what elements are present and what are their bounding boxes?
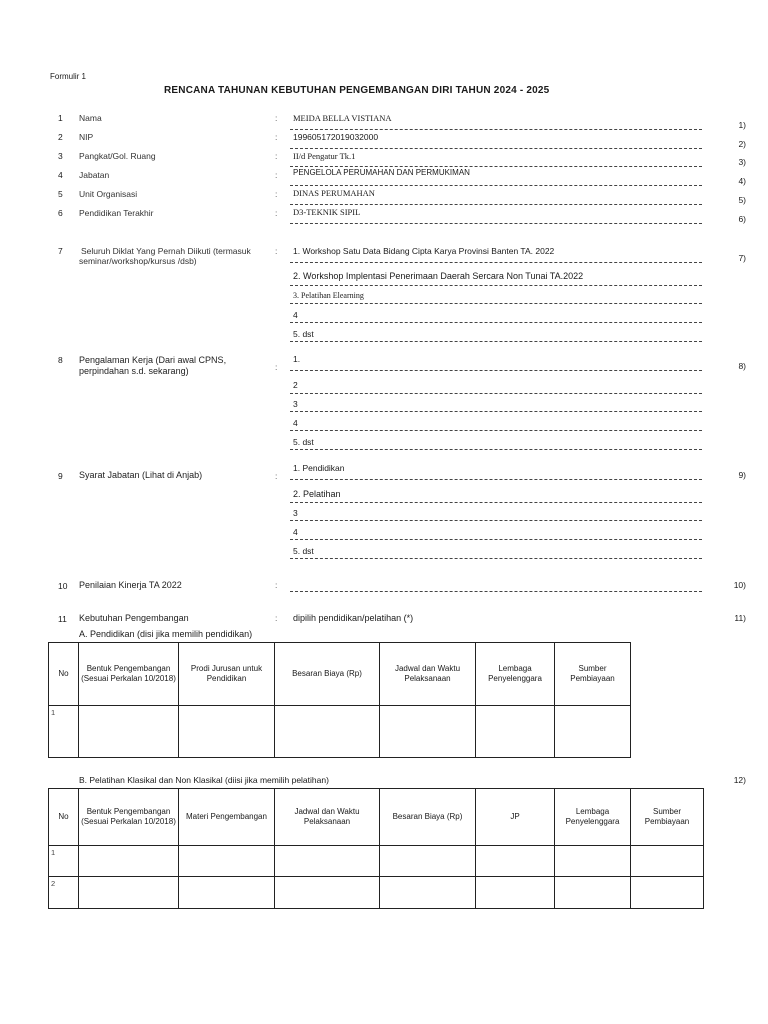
field-colon: :	[275, 362, 278, 372]
table-row	[49, 846, 704, 877]
pengalaman-item[interactable]: 1.	[293, 354, 301, 364]
table-cell[interactable]	[79, 846, 179, 877]
col-header-lembaga: Lembaga Penyelenggara	[555, 789, 631, 846]
syarat-item[interactable]: 3	[293, 508, 298, 518]
col-header-materi: Materi Pengembangan	[179, 789, 275, 846]
table-cell[interactable]	[555, 846, 631, 877]
field-label: Kebutuhan Pengembangan	[79, 613, 189, 623]
col-header-bentuk: Bentuk Pengembangan (Sesuai Perkalan 10/2018)	[79, 643, 179, 706]
field-label: Jabatan	[79, 170, 110, 180]
diklat-item[interactable]: 1. Workshop Satu Data Bidang Cipta Karya Provinsi Banten TA. 2022	[293, 246, 555, 256]
field-number: 8	[58, 355, 63, 365]
table-cell[interactable]	[179, 877, 275, 909]
table-cell[interactable]	[380, 877, 476, 909]
table-header-row	[49, 789, 704, 846]
field-value-nip[interactable]: 199605172019032000	[293, 132, 379, 142]
table-cell[interactable]	[275, 877, 380, 909]
fill-line	[290, 285, 702, 286]
field-colon: :	[275, 613, 278, 623]
fill-line	[290, 185, 702, 186]
field-label: Unit Organisasi	[79, 189, 138, 199]
syarat-item[interactable]: 2. Pelatihan	[293, 489, 341, 499]
field-colon: :	[275, 471, 278, 481]
table-b-caption: B. Pelatihan Klasikal dan Non Klasikal (diisi jika memilih pelatihan)	[79, 775, 329, 785]
diklat-item[interactable]: 2. Workshop Implentasi Penerimaan Daerah Sercara Non Tunai TA.2022	[293, 271, 584, 281]
pengalaman-item[interactable]: 2	[293, 380, 298, 390]
table-pelatihan	[48, 788, 704, 909]
table-cell[interactable]	[555, 706, 631, 758]
col-header-lembaga: Lembaga Penyelenggara	[476, 643, 555, 706]
field-number: 9	[58, 471, 63, 481]
footnote-ref: 11)	[734, 613, 746, 623]
footnote-ref: 12)	[733, 775, 746, 785]
table-cell[interactable]	[380, 706, 476, 758]
diklat-item[interactable]: 3. Pelatihan Elearning	[293, 291, 364, 300]
field-label-line1: Pengalaman Kerja (Dari awal CPNS,	[79, 355, 227, 365]
col-header-jadwal: Jadwal dan Waktu Pelaksanaan	[275, 789, 380, 846]
fill-line	[290, 539, 702, 540]
fill-line	[290, 166, 702, 167]
table-cell[interactable]	[476, 706, 555, 758]
col-header-biaya: Besaran Biaya (Rp)	[275, 643, 380, 706]
field-number: 5	[58, 189, 63, 199]
field-label: Syarat Jabatan (Lihat di Anjab)	[79, 470, 203, 480]
form-number: Formulir 1	[50, 72, 87, 81]
field-colon: :	[275, 189, 278, 199]
penilaian-input-line[interactable]	[290, 591, 702, 592]
field-label: NIP	[79, 132, 94, 142]
col-header-no: No	[49, 643, 79, 706]
table-cell[interactable]	[476, 846, 555, 877]
field-label: Pendidikan Terakhir	[79, 208, 154, 218]
fill-line	[290, 479, 702, 480]
field-colon: :	[275, 151, 278, 161]
footnote-ref: 5)	[738, 195, 746, 205]
footnote-ref: 1)	[738, 120, 746, 130]
field-label-line1: Seluruh Diklat Yang Pernah Diikuti (termasuk	[81, 246, 251, 256]
footnote-ref: 3)	[738, 157, 746, 167]
footnote-ref: 7)	[738, 253, 746, 263]
field-colon: :	[275, 132, 278, 142]
col-header-sumber: Sumber Pembiayaan	[631, 789, 704, 846]
field-label-line2: perpindahan s.d. sekarang)	[79, 366, 189, 376]
field-value-unit[interactable]: DINAS PERUMAHAN	[293, 188, 375, 198]
fill-line	[290, 148, 702, 149]
row-number: 2	[49, 877, 79, 909]
field-number: 10	[58, 581, 68, 591]
table-cell[interactable]	[179, 706, 275, 758]
col-header-prodi: Prodi Jurusan untuk Pendidikan	[179, 643, 275, 706]
table-header-row	[49, 643, 631, 706]
field-number: 6	[58, 208, 63, 218]
field-value-nama[interactable]: MEIDA BELLA VISTIANA	[293, 113, 392, 123]
fill-line	[290, 393, 702, 394]
table-row	[49, 877, 704, 909]
row-number: 1	[49, 706, 79, 758]
field-label-line2: seminar/workshop/kursus /dsb)	[79, 256, 197, 266]
table-cell[interactable]	[275, 706, 380, 758]
footnote-ref: 9)	[738, 470, 746, 480]
fill-line	[290, 204, 702, 205]
fill-line	[290, 129, 702, 130]
fill-line	[290, 430, 702, 431]
table-cell[interactable]	[555, 877, 631, 909]
footnote-ref: 2)	[738, 139, 746, 149]
table-a-caption: A. Pendidikan (disi jika memilih pendidikan)	[79, 629, 253, 639]
table-pendidikan	[48, 642, 631, 758]
footnote-ref: 4)	[738, 176, 746, 186]
col-header-jp: JP	[476, 789, 555, 846]
pengalaman-item[interactable]: 3	[293, 399, 298, 409]
col-header-biaya: Besaran Biaya (Rp)	[380, 789, 476, 846]
col-header-jadwal: Jadwal dan Waktu Pelaksanaan	[380, 643, 476, 706]
footnote-ref: 8)	[738, 361, 746, 371]
field-label: Penilaian Kinerja TA 2022	[79, 580, 182, 590]
fill-line	[290, 449, 702, 450]
field-colon: :	[275, 113, 278, 123]
field-colon: :	[275, 208, 278, 218]
fill-line	[290, 520, 702, 521]
field-number: 3	[58, 151, 63, 161]
diklat-item[interactable]: 4	[293, 310, 298, 320]
field-colon: :	[275, 170, 278, 180]
table-row	[49, 706, 631, 758]
field-value-pendidikan[interactable]: D3-TEKNIK SIPIL	[293, 207, 361, 217]
footnote-ref: 6)	[738, 214, 746, 224]
fill-line	[290, 322, 702, 323]
syarat-item[interactable]: 4	[293, 527, 298, 537]
field-label: Pangkat/Gol. Ruang	[79, 151, 156, 161]
table-cell[interactable]	[380, 846, 476, 877]
table-cell[interactable]	[275, 846, 380, 877]
table-cell[interactable]	[631, 846, 704, 877]
pengalaman-item[interactable]: 4	[293, 418, 298, 428]
fill-line	[290, 262, 702, 263]
pengalaman-item[interactable]: 5. dst	[293, 437, 314, 447]
page-title: RENCANA TAHUNAN KEBUTUHAN PENGEMBANGAN DIRI TAHUN 2024 - 2025	[164, 85, 550, 96]
field-number: 1	[58, 113, 63, 123]
table-cell[interactable]	[79, 706, 179, 758]
col-header-no: No	[49, 789, 79, 846]
fill-line	[290, 303, 702, 304]
table-cell[interactable]	[179, 846, 275, 877]
syarat-item[interactable]: 1. Pendidikan	[293, 463, 345, 473]
fill-line	[290, 223, 702, 224]
row-number: 1	[49, 846, 79, 877]
field-number: 2	[58, 132, 63, 142]
field-number: 11	[58, 614, 67, 624]
field-value-jabatan[interactable]: PENGELOLA PERUMAHAN DAN PERMUKIMAN	[293, 168, 470, 177]
fill-line	[290, 411, 702, 412]
field-label: Nama	[79, 113, 102, 123]
col-header-sumber: Sumber Pembiayaan	[555, 643, 631, 706]
field-number: 4	[58, 170, 63, 180]
field-colon: :	[275, 246, 278, 256]
diklat-item[interactable]: 5. dst	[293, 329, 314, 339]
table-cell[interactable]	[79, 877, 179, 909]
footnote-ref: 10)	[733, 580, 746, 590]
field-value-pangkat[interactable]: II/d Pengatur Tk.1	[293, 151, 356, 161]
kebutuhan-value[interactable]: dipilih pendidikan/pelatihan (*)	[293, 613, 414, 623]
col-header-bentuk: Bentuk Pengembangan (Sesuai Perkalan 10/2018)	[79, 789, 179, 846]
field-colon: :	[275, 580, 278, 590]
fill-line	[290, 370, 702, 371]
fill-line	[290, 502, 702, 503]
table-cell[interactable]	[631, 877, 704, 909]
fill-line	[290, 558, 702, 559]
fill-line	[290, 341, 702, 342]
field-number: 7	[58, 246, 63, 256]
table-cell[interactable]	[476, 877, 555, 909]
syarat-item[interactable]: 5. dst	[293, 546, 314, 556]
